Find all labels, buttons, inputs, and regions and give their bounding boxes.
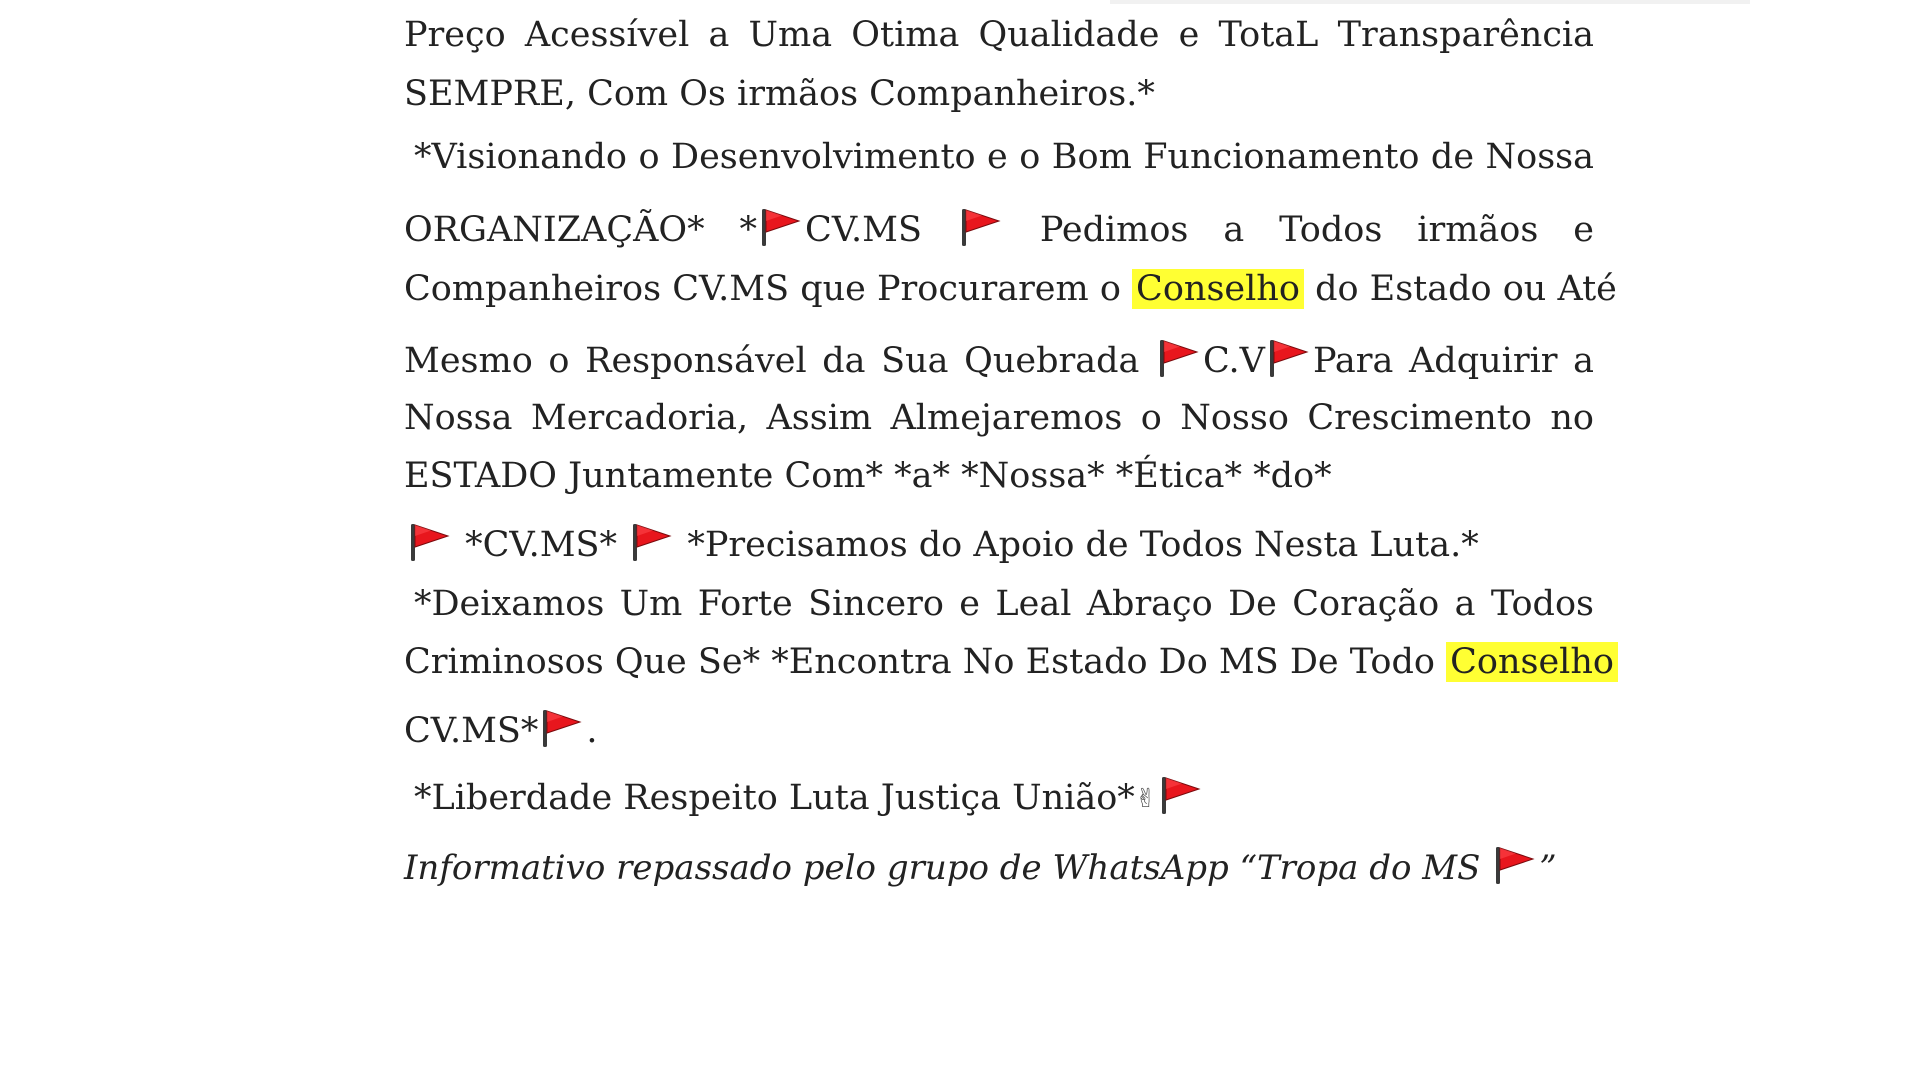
red-flag-icon <box>1160 775 1202 815</box>
text-run: *CV.MS* <box>465 525 618 565</box>
text-run: Companheiros CV.MS que Procurarem o <box>404 269 1121 309</box>
text-run: Pedimos a Todos irmãos e <box>1039 210 1594 250</box>
text-run: Mesmo o Responsável da Sua Quebrada <box>404 341 1140 381</box>
text-run: CV.MS <box>805 210 922 250</box>
paragraph-1-line-2: SEMPRE, Com Os irmãos Companheiros.* <box>404 74 1155 114</box>
source-text: Informativo repassado pelo grupo de WhatsApp “Tropa do MS <box>404 848 1481 888</box>
paragraph-2-line-2 <box>404 207 1594 248</box>
highlighted-word: Conselho <box>1132 269 1304 309</box>
text-run: *Liberdade Respeito Luta Justiça União* <box>414 778 1135 818</box>
red-flag-icon <box>1158 338 1200 378</box>
red-flag-icon <box>760 207 802 247</box>
text-run: *Precisamos do Apoio de Todos Nesta Luta.* <box>687 525 1479 565</box>
red-flag-icon <box>409 522 451 562</box>
text-run: . <box>586 711 598 751</box>
red-flag-icon <box>1494 845 1536 885</box>
paragraph-2-line-3 <box>404 269 1617 309</box>
paragraph-2-line-6: ESTADO Juntamente Com* *a* *Nossa* *Ética* *do* <box>404 456 1332 496</box>
paragraph-2-line-1: *Visionando o Desenvolvimento e o Bom Funcionamento de Nossa <box>414 137 1594 177</box>
paragraph-3 <box>406 522 1479 563</box>
red-flag-icon <box>541 708 583 748</box>
victory-hand-icon: ✌ <box>1134 784 1157 814</box>
paragraph-5 <box>414 775 1205 816</box>
highlighted-word: Conselho <box>1446 642 1618 682</box>
paragraph-1-line-1: Preço Acessível a Uma Otima Qualidade e TotaL Transparência <box>404 15 1594 55</box>
paragraph-4-line-1: *Deixamos Um Forte Sincero e Leal Abraço De Coração a Todos <box>414 584 1594 624</box>
text-run: C.V <box>1203 341 1265 381</box>
text-run: Criminosos Que Se* *Encontra No Estado Do MS De Todo <box>404 642 1435 682</box>
paragraph-4-line-3 <box>404 708 598 749</box>
red-flag-icon <box>631 522 673 562</box>
top-edge-shadow <box>1110 0 1750 4</box>
text-run: ORGANIZAÇÃO* * <box>404 210 758 250</box>
text-run: do Estado ou Até <box>1315 269 1617 309</box>
text-run: CV.MS* <box>404 711 539 751</box>
paragraph-2-line-4 <box>404 338 1594 379</box>
close-quote: ” <box>1539 848 1557 888</box>
paragraph-2-line-5: Nossa Mercadoria, Assim Almejaremos o Nosso Crescimento no <box>404 398 1594 438</box>
text-run: Para Adquirir a <box>1312 341 1594 381</box>
red-flag-icon <box>960 207 1002 247</box>
source-caption <box>404 845 1557 888</box>
red-flag-icon <box>1268 338 1310 378</box>
paragraph-4-line-2 <box>404 642 1618 682</box>
